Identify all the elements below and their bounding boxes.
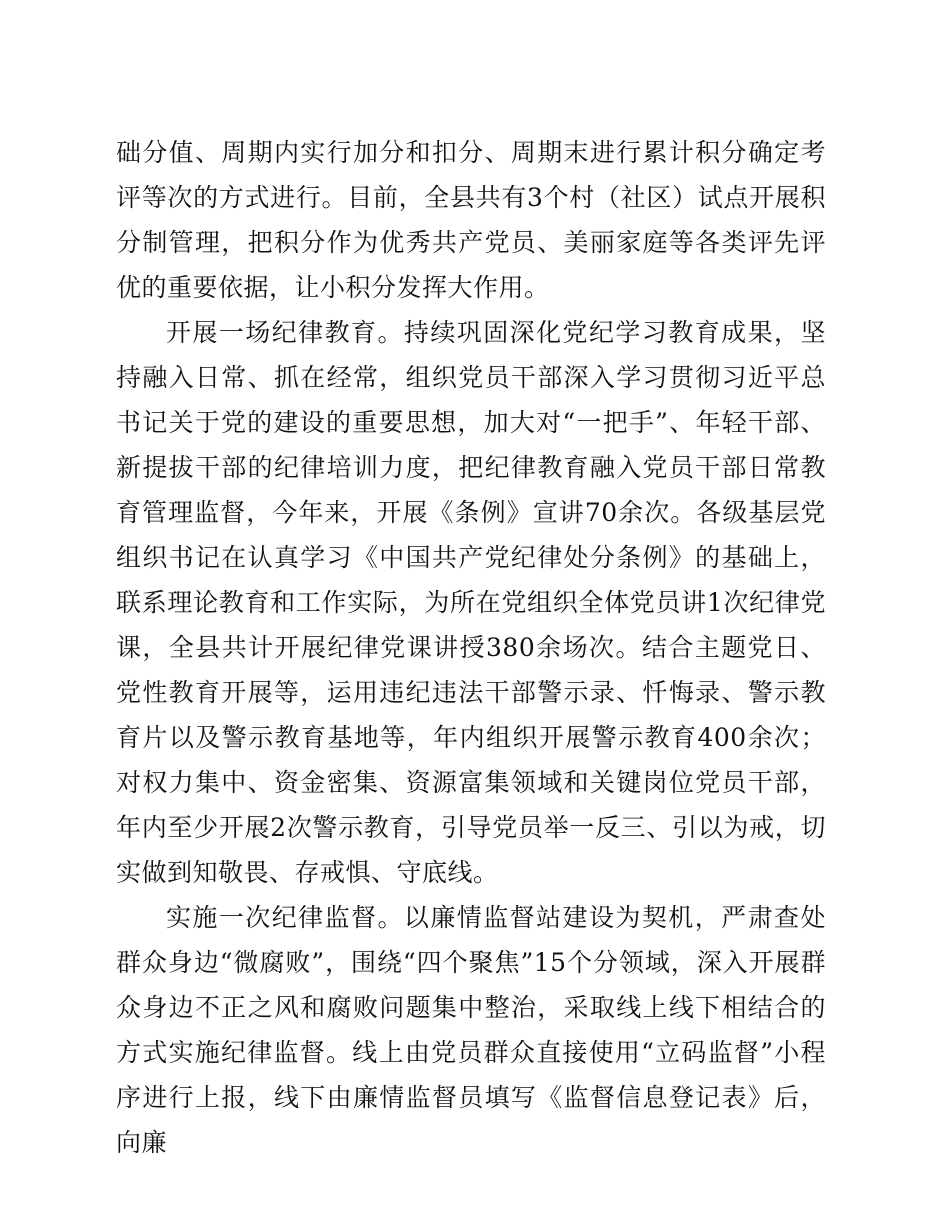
paragraph-discipline-education: 开展一场纪律教育。持续巩固深化党纪学习教育成果，坚持融入日常、抓在经常，组织党员干部深入学习贯彻习近平总书记关于党的建设的重要思想，加大对“一把手”、年轻干部、新提拔干部的纪律培训力度，把纪律教育融入党员干部日常教育管理监督，今年来，开展《条例》宣讲70余次。各级基层党组织书记在认真学习《中国共产党纪律处分条例》的基础上，联系理论教育和工作实际，为所在党组织全体党员讲1次纪律党课，全县共计开展纪律党课讲授380余场次。结合主题党日、党性教育开展等，运用违纪违法干部警示录、忏悔录、警示教育片以及警示教育基地等，年内组织开展警示教育400余次；对权力集中、资金密集、资源富集领域和关键岗位党员干部，年内至少开展2次警示教育，引导党员举一反三、引以为戒，切实做到知敬畏、存戒惧、守底线。 bbox=[116, 318, 826, 887]
document-body bbox=[116, 130, 826, 1165]
paragraph-discipline-supervision: 实施一次纪律监督。以廉情监督站建设为契机，严肃查处群众身边“微腐败”，围绕“四个聚焦”15个分领域，深入开展群众身边不正之风和腐败问题集中整治，采取线上线下相结合的方式实施纪律监督。线上由党员群众直接使用“立码监督”小程序进行上报，线下由廉情监督员填写《监督信息登记表》后，向廉 bbox=[116, 903, 826, 1157]
paragraph-continuation: 础分值、周期内实行加分和扣分、周期末进行累计积分确定考评等次的方式进行。目前，全县共有3个村（社区）试点开展积分制管理，把积分作为优秀共产党员、美丽家庭等各类评先评优的重要依据，让小积分发挥大作用。 bbox=[116, 138, 826, 302]
